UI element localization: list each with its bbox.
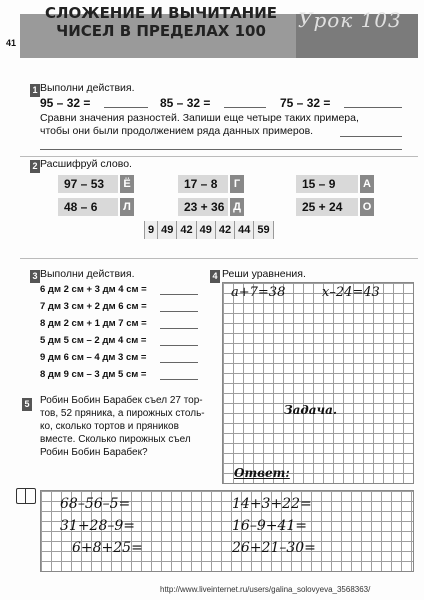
task-1-instruction: Выполни действия. bbox=[40, 82, 135, 94]
task-5-line-5: Робин Бобин Барабек? bbox=[40, 447, 148, 458]
task-4-instruction: Реши уравнения. bbox=[222, 268, 306, 280]
answer-line[interactable] bbox=[340, 136, 402, 137]
task-2-number: 2 bbox=[30, 160, 40, 173]
task-5-line-4: вместе. Сколько пирожных съел bbox=[40, 434, 191, 445]
cipher-answer-row bbox=[144, 221, 274, 239]
cipher-letter: Ё bbox=[120, 175, 134, 193]
cipher-answer-number: 49 bbox=[197, 221, 216, 239]
page-title bbox=[36, 4, 286, 40]
title-line-1: СЛОЖЕНИЕ И ВЫЧИТАНИЕ bbox=[44, 4, 278, 22]
cipher-answer-number: 42 bbox=[216, 221, 235, 239]
answer-line[interactable] bbox=[160, 328, 198, 329]
task-1-text-line-1: Сравни значения разностей. Запиши еще четыре таких примера, bbox=[40, 112, 359, 124]
cipher-letter: Г bbox=[230, 175, 244, 193]
lesson-label: Урок 103 bbox=[298, 8, 402, 32]
cipher-answer-number: 42 bbox=[177, 221, 196, 239]
footer-url: http://www.liveinternet.ru/users/galina_solovyeva_3568363/ bbox=[160, 585, 371, 594]
cipher-letter: Л bbox=[120, 198, 134, 216]
task-5-line-2: тов, 52 пряника, а пирожных столь- bbox=[40, 408, 205, 419]
cipher-letter: О bbox=[360, 198, 374, 216]
bottom-example-right-1: 14+3+22= bbox=[232, 496, 312, 512]
zadacha-label: Задача. bbox=[284, 403, 338, 417]
cipher-letter: Д bbox=[230, 198, 244, 216]
section-divider bbox=[20, 156, 418, 157]
task-5-line-1: Робин Бобин Барабек съел 27 тор- bbox=[40, 395, 203, 406]
equation-1: a+7=38 bbox=[231, 285, 286, 300]
equation-2: x–24=43 bbox=[322, 285, 380, 300]
book-icon bbox=[16, 488, 36, 504]
task-1-example-3: 75 – 32 = bbox=[280, 96, 331, 110]
bottom-example-left-2: 31+28–9= bbox=[60, 518, 135, 534]
cipher-answer-number: 44 bbox=[235, 221, 254, 239]
answer-line[interactable] bbox=[224, 107, 266, 108]
page-number: 41 bbox=[6, 38, 17, 48]
task-3-number: 3 bbox=[30, 270, 40, 283]
task-1-text-line-2: чтобы они были продолжением ряда данных примеров. bbox=[40, 125, 314, 137]
task-3-line-3: 8 дм 2 см + 1 дм 7 см = bbox=[40, 318, 147, 329]
answer-line[interactable] bbox=[104, 107, 148, 108]
cipher-expression: 15 – 9 bbox=[296, 175, 358, 193]
task-3-instruction: Выполни действия. bbox=[40, 268, 135, 280]
answer-grid[interactable] bbox=[222, 282, 414, 484]
cipher-expression: 25 + 24 bbox=[296, 198, 358, 216]
cipher-answer-number: 9 bbox=[144, 221, 158, 239]
task-1-number: 1 bbox=[30, 84, 40, 97]
cipher-letter: А bbox=[360, 175, 374, 193]
task-3-line-4: 5 дм 5 см – 2 дм 4 см = bbox=[40, 335, 147, 346]
task-3-line-2: 7 дм 3 см + 2 дм 6 см = bbox=[40, 301, 147, 312]
cipher-expression: 23 + 36 bbox=[178, 198, 228, 216]
task-5-line-3: ко, сколько тортов и пряников bbox=[40, 421, 179, 432]
bottom-example-left-1: 68–56–5= bbox=[60, 496, 131, 512]
bottom-example-right-2: 16–9+41= bbox=[232, 518, 307, 534]
answer-line[interactable] bbox=[160, 345, 198, 346]
cipher-expression: 48 – 6 bbox=[58, 198, 118, 216]
answer-line[interactable] bbox=[160, 294, 198, 295]
otvet-label: Ответ: bbox=[234, 466, 290, 480]
task-3-line-1: 6 дм 2 см + 3 дм 4 см = bbox=[40, 284, 147, 295]
task-3-line-5: 9 дм 6 см – 4 дм 3 см = bbox=[40, 352, 147, 363]
cipher-answer-number: 49 bbox=[158, 221, 177, 239]
title-line-2: ЧИСЕЛ В ПРЕДЕЛАХ 100 bbox=[56, 22, 266, 40]
answer-line[interactable] bbox=[160, 362, 198, 363]
cipher-expression: 17 – 8 bbox=[178, 175, 228, 193]
answer-line[interactable] bbox=[344, 107, 402, 108]
task-5-number: 5 bbox=[22, 398, 32, 411]
cipher-expression: 97 – 53 bbox=[58, 175, 118, 193]
task-2-instruction: Расшифруй слово. bbox=[40, 158, 132, 170]
task-1-example-2: 85 – 32 = bbox=[160, 96, 211, 110]
task-4-number: 4 bbox=[210, 270, 220, 283]
task-3-line-6: 8 дм 9 см – 3 дм 5 см = bbox=[40, 369, 147, 380]
bottom-example-right-3: 26+21–30= bbox=[232, 540, 316, 556]
section-divider bbox=[20, 258, 418, 259]
cipher-answer-number: 59 bbox=[254, 221, 273, 239]
task-1-example-1: 95 – 32 = bbox=[40, 96, 91, 110]
answer-line[interactable] bbox=[40, 149, 402, 150]
answer-line[interactable] bbox=[160, 311, 198, 312]
answer-line[interactable] bbox=[160, 379, 198, 380]
bottom-example-left-3: 6+8+25= bbox=[72, 540, 143, 556]
